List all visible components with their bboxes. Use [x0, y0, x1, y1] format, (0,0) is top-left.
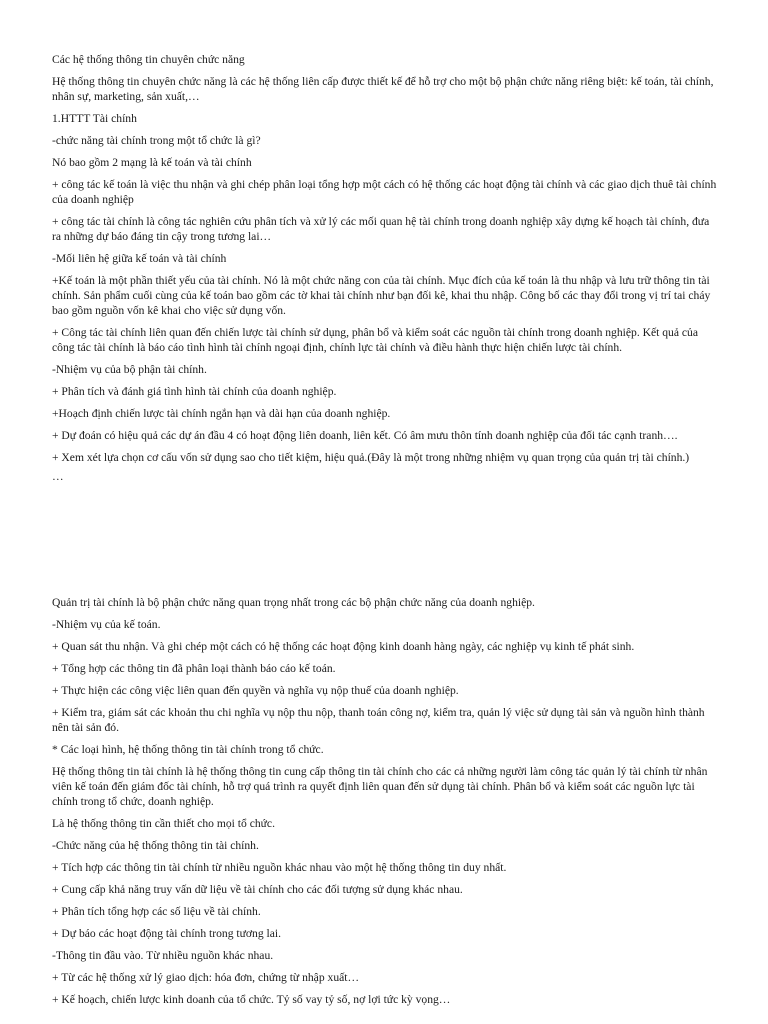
- paragraph: Hệ thống thông tin tài chính là hệ thống thông tin cung cấp thông tin tài chính cho các cả những người làm công tác quản lý tài chính từ nhân viên kế toán đến giám đốc tài chính, hỗ trợ quá trình ra quyết định liên quan đến sử dụng tài chính. Phân bổ và kiểm soát các nguồn lực tài chính trong tổ chức, doanh nghiệp.: [52, 765, 708, 808]
- paragraph: + Dự đoán có hiệu quả các dự án đầu 4 có hoạt động liên doanh, liên kết. Có âm mưu thôn tính doanh nghiệp của đối tác cạnh tranh….: [52, 429, 678, 442]
- paragraph: + Từ các hệ thống xử lý giao dịch: hóa đơn, chứng từ nhập xuất…: [52, 971, 360, 984]
- paragraph: + Phân tích và đánh giá tình hình tài chính của doanh nghiệp.: [52, 385, 337, 398]
- paragraph: Nó bao gồm 2 mạng là kế toán và tài chính: [52, 156, 252, 169]
- paragraph: Các hệ thống thông tin chuyên chức năng: [52, 53, 245, 66]
- paragraph: Hệ thống thông tin chuyên chức năng là các hệ thống liên cấp được thiết kế để hỗ trợ cho một bộ phận chức năng riêng biệt: kế toán, tài chính, nhân sự, marketing, sản xuất,…: [52, 75, 714, 103]
- paragraph: + Kế hoạch, chiến lược kinh doanh của tổ chức. Tỷ số vay tỷ số, nợ lợi tức kỳ vọng…: [52, 993, 451, 1006]
- paragraph: +Hoạch định chiến lược tài chính ngắn hạn và dài hạn của doanh nghiệp.: [52, 407, 391, 420]
- paragraph: + Dự báo các hoạt động tài chính trong tương lai.: [52, 927, 282, 940]
- paragraph: -Nhiệm vụ của kế toán.: [52, 618, 161, 631]
- paragraph: + công tác tài chính là công tác nghiên cứu phân tích và xử lý các mối quan hệ tài chính trong doanh nghiệp xây dựng kế hoạch tài chính, đưa ra những dự báo đáng tin cậy trong tương lai…: [52, 215, 710, 243]
- paragraph: + Thực hiện các công việc liên quan đến quyền và nghĩa vụ nộp thuế của doanh nghiệp.: [52, 684, 459, 697]
- paragraph: + Xem xét lựa chọn cơ cấu vốn sử dụng sao cho tiết kiệm, hiệu quả.(Đây là một trong những nhiệm vụ quan trọng của quản trị tài chính.): [52, 451, 690, 464]
- paragraph: + Tổng hợp các thông tin đã phân loại thành báo cáo kế toán.: [52, 662, 336, 675]
- paragraph: -Chức năng của hệ thống thông tin tài chính.: [52, 839, 259, 852]
- paragraph: Là hệ thống thông tin cần thiết cho mọi tổ chức.: [52, 817, 275, 830]
- paragraph: + Công tác tài chính liên quan đến chiến lược tài chính sử dụng, phân bổ và kiểm soát các nguồn tài chính trong doanh nghiệp. Kết quả của công tác tài chính là báo cáo tình hình tài chính ngoại định, chính lực tài chính và điều hành thực hiện chiến lược tài chính.: [52, 326, 698, 354]
- paragraph: + Kiểm tra, giám sát các khoản thu chi nghĩa vụ nộp thu nộp, thanh toán công nợ, kiểm tra, quản lý việc sử dụng tài sản và nguồn hình thành nên tài sản đó.: [52, 706, 705, 734]
- paragraph: +Kế toán là một phần thiết yếu của tài chính. Nó là một chức năng con của tài chính. Mục đích của kế toán là thu nhập và lưu trữ thông tin tài chính. Sản phẩm cuối cùng của kế toán bao gồm các tờ khai tài chính như bạn đối kê, khai thu nhập. Công bố các thay đổi trong vị trí tai cháy bao gồm nguồn vốn kê khai cho việc sử dụng vốn.: [52, 274, 711, 317]
- paragraph: * Các loại hình, hệ thống thông tin tài chính trong tổ chức.: [52, 743, 324, 756]
- paragraph: 1.HTTT Tài chính: [52, 112, 137, 125]
- paragraph: -Thông tin đầu vào. Từ nhiều nguồn khác nhau.: [52, 949, 274, 962]
- paragraph: + Tích hợp các thông tin tài chính từ nhiều nguồn khác nhau vào một hệ thống thông tin duy nhất.: [52, 861, 507, 874]
- paragraph: + Phân tích tổng hợp các số liệu về tài chính.: [52, 905, 261, 918]
- paragraph: -Nhiệm vụ của bộ phận tài chính.: [52, 363, 207, 376]
- section-accounting: [52, 595, 720, 1007]
- paragraph: …: [52, 470, 64, 483]
- paragraph: -Mối liên hệ giữa kế toán và tài chính: [52, 252, 227, 265]
- paragraph: + Quan sát thu nhận. Và ghi chép một cách có hệ thống các hoạt động kinh doanh hàng ngày, các nghiệp vụ kinh tế phát sinh.: [52, 640, 635, 653]
- paragraph: + công tác kế toán là việc thu nhận và ghi chép phân loại tổng hợp một cách có hệ thống các hoạt động tài chính và các giao dịch thuê tài chính của doanh nghiệp: [52, 178, 717, 206]
- section-financial-is: [52, 52, 720, 484]
- paragraph: Quản trị tài chính là bộ phận chức năng quan trọng nhất trong các bộ phận chức năng của doanh nghiệp.: [52, 596, 535, 609]
- paragraph: -chức năng tài chính trong một tổ chức là gì?: [52, 134, 261, 147]
- paragraph: + Cung cấp khả năng truy vấn dữ liệu về tài chính cho các đối tượng sử dụng khác nhau.: [52, 883, 463, 896]
